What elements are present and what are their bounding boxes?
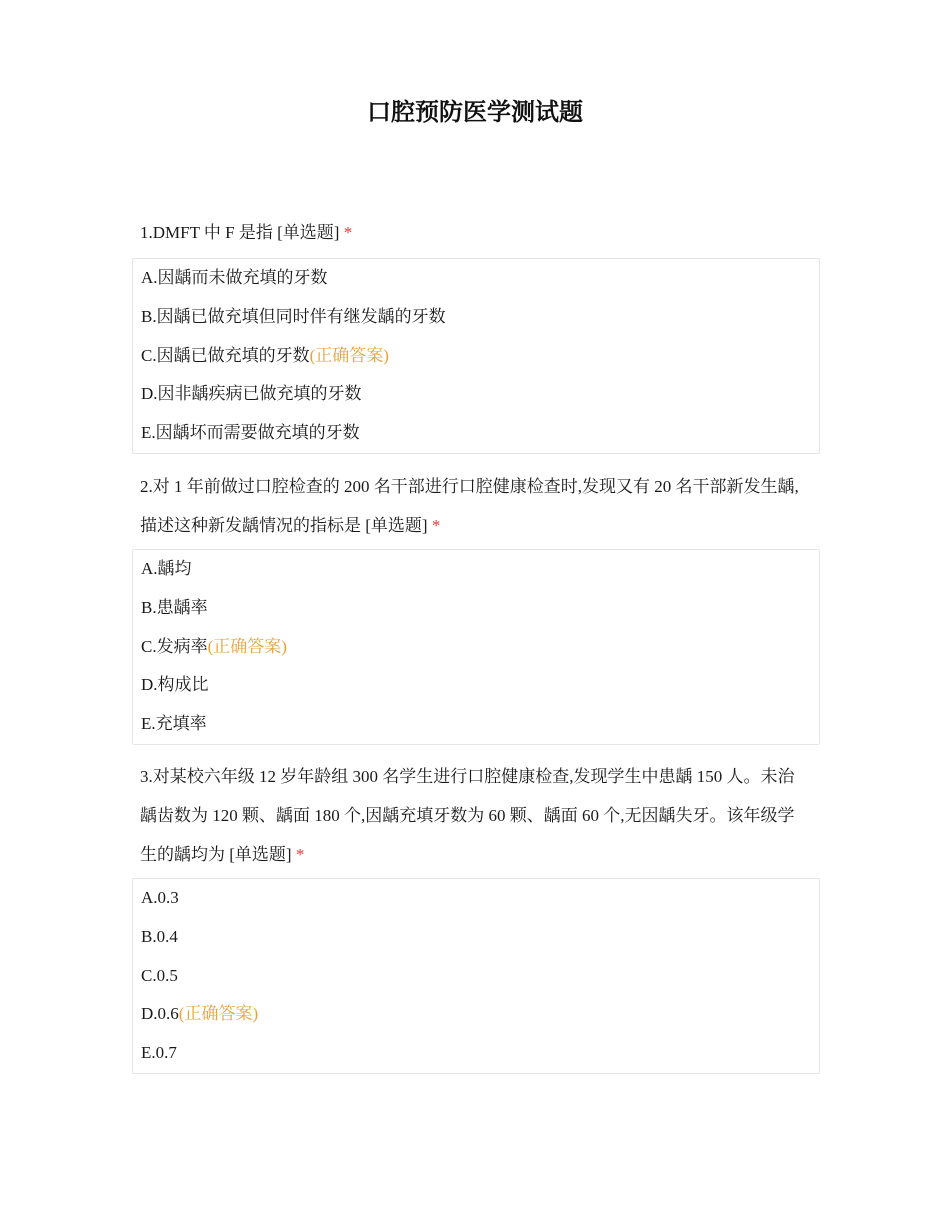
option-d[interactable] [133,375,819,414]
option-a[interactable] [133,550,819,589]
option-label: B.0.4 [141,926,178,946]
option-b[interactable] [133,918,819,957]
option-label: B.因龋已做充填但同时伴有继发龋的牙数 [141,306,446,326]
option-a[interactable] [133,259,819,298]
option-label: D.构成比 [141,675,209,695]
option-label: E.0.7 [141,1043,177,1063]
options-group [132,549,820,745]
required-mark: * [295,845,305,864]
options-group [132,878,820,1074]
question-text-content: 2.对 1 年前做过口腔检查的 200 名干部进行口腔健康检查时,发现又有 20 名干部新发生龋,描述这种新发龋情况的指标是 [单选题] [140,477,799,535]
question-text-content: 3.对某校六年级 12 岁年龄组 300 名学生进行口腔健康检查,发现学生中患龋 150 人。未治龋齿数为 120 颗、龋面 180 个,因龋充填牙数为 60 颗、龋面 60 个,无因龋失牙。该年级学生的龋均为 [单选题] [140,767,795,864]
option-b[interactable] [133,298,819,337]
option-label: B.患龋率 [141,597,208,617]
option-label: A.0.3 [141,888,179,907]
option-d[interactable] [133,995,819,1034]
option-label: D.0.6 [141,1004,179,1024]
option-label: D.因非龋疾病已做充填的牙数 [141,384,362,404]
option-label: C.因龋已做充填的牙数 [141,345,310,365]
option-c[interactable] [133,337,819,376]
options-group [132,258,820,454]
question-text [132,213,820,252]
question-text [132,757,820,874]
question-2 [132,467,820,745]
option-label: E.充填率 [141,714,207,734]
question-text-content: 1.DMFT 中 F 是指 [单选题] [140,223,340,242]
option-label: A.因龋而未做充填的牙数 [141,268,328,287]
question-1 [132,213,820,454]
option-d[interactable] [133,666,819,705]
option-label: A.龋均 [141,559,192,578]
correct-answer-mark: (正确答案) [178,1004,259,1024]
required-mark: * [431,516,441,535]
option-label: C.发病率 [141,636,208,656]
correct-answer-mark: (正确答案) [207,636,287,656]
option-label: C.0.5 [141,965,178,985]
option-a[interactable] [133,879,819,918]
question-text [132,467,820,545]
option-label: E.因龋坏而需要做充填的牙数 [141,423,360,443]
option-b[interactable] [133,589,819,628]
option-c[interactable] [133,628,819,667]
option-e[interactable] [133,414,819,453]
option-c[interactable] [133,957,819,996]
required-mark: * [343,223,353,242]
option-e[interactable] [133,705,819,744]
question-3 [132,757,820,1074]
correct-answer-mark: (正确答案) [309,345,389,365]
page-title: 口腔预防医学测试题 [367,98,583,126]
option-e[interactable] [133,1034,819,1073]
